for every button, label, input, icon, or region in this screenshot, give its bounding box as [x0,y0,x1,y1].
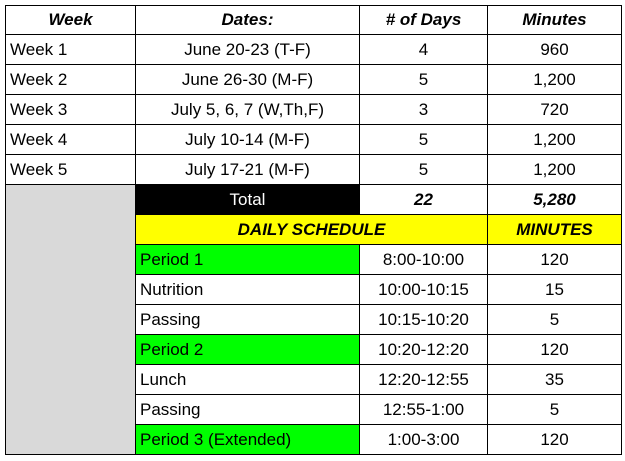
week-name: Week 5 [6,155,136,185]
schedule-item-minutes: 15 [488,275,622,305]
schedule-item-time: 10:15-10:20 [360,305,488,335]
week-minutes: 1,200 [488,65,622,95]
schedule-item-name: Nutrition [136,275,360,305]
week-row [6,95,622,125]
week-days: 5 [360,155,488,185]
header-row [6,6,622,35]
schedule-item-minutes: 35 [488,365,622,395]
week-minutes: 960 [488,35,622,65]
schedule-item-time: 10:00-10:15 [360,275,488,305]
week-row [6,125,622,155]
week-days: 5 [360,65,488,95]
schedule-item-name: Passing [136,395,360,425]
schedule-item-minutes: 120 [488,245,622,275]
schedule-item-time: 10:20-12:20 [360,335,488,365]
schedule-table [5,5,622,455]
daily-schedule-title: DAILY SCHEDULE [136,215,488,245]
week-dates: July 5, 6, 7 (W,Th,F) [136,95,360,125]
schedule-item-name: Lunch [136,365,360,395]
week-dates: June 26-30 (M-F) [136,65,360,95]
week-minutes: 1,200 [488,155,622,185]
week-row [6,155,622,185]
total-days: 22 [360,185,488,215]
schedule-item-time: 8:00-10:00 [360,245,488,275]
schedule-item-minutes: 5 [488,395,622,425]
total-minutes: 5,280 [488,185,622,215]
schedule-item-minutes: 5 [488,305,622,335]
week-dates: July 17-21 (M-F) [136,155,360,185]
schedule-sheet [5,5,621,451]
week-name: Week 2 [6,65,136,95]
schedule-item-time: 1:00-3:00 [360,425,488,455]
schedule-item-minutes: 120 [488,425,622,455]
days-header: # of Days [360,6,488,35]
week-row [6,35,622,65]
week-minutes: 1,200 [488,125,622,155]
schedule-item-name: Period 2 [136,335,360,365]
week-header: Week [6,6,136,35]
gray-filler-cell [6,185,136,455]
daily-minutes-header: MINUTES [488,215,622,245]
schedule-item-minutes: 120 [488,335,622,365]
minutes-header: Minutes [488,6,622,35]
week-dates: July 10-14 (M-F) [136,125,360,155]
week-days: 3 [360,95,488,125]
schedule-item-time: 12:20-12:55 [360,365,488,395]
total-row [6,185,622,215]
dates-header: Dates: [136,6,360,35]
week-name: Week 3 [6,95,136,125]
week-name: Week 1 [6,35,136,65]
week-days: 4 [360,35,488,65]
week-days: 5 [360,125,488,155]
schedule-item-name: Passing [136,305,360,335]
week-dates: June 20-23 (T-F) [136,35,360,65]
schedule-item-name: Period 1 [136,245,360,275]
schedule-item-name: Period 3 (Extended) [136,425,360,455]
week-name: Week 4 [6,125,136,155]
week-row [6,65,622,95]
schedule-item-time: 12:55-1:00 [360,395,488,425]
week-minutes: 720 [488,95,622,125]
total-label: Total [136,185,360,215]
